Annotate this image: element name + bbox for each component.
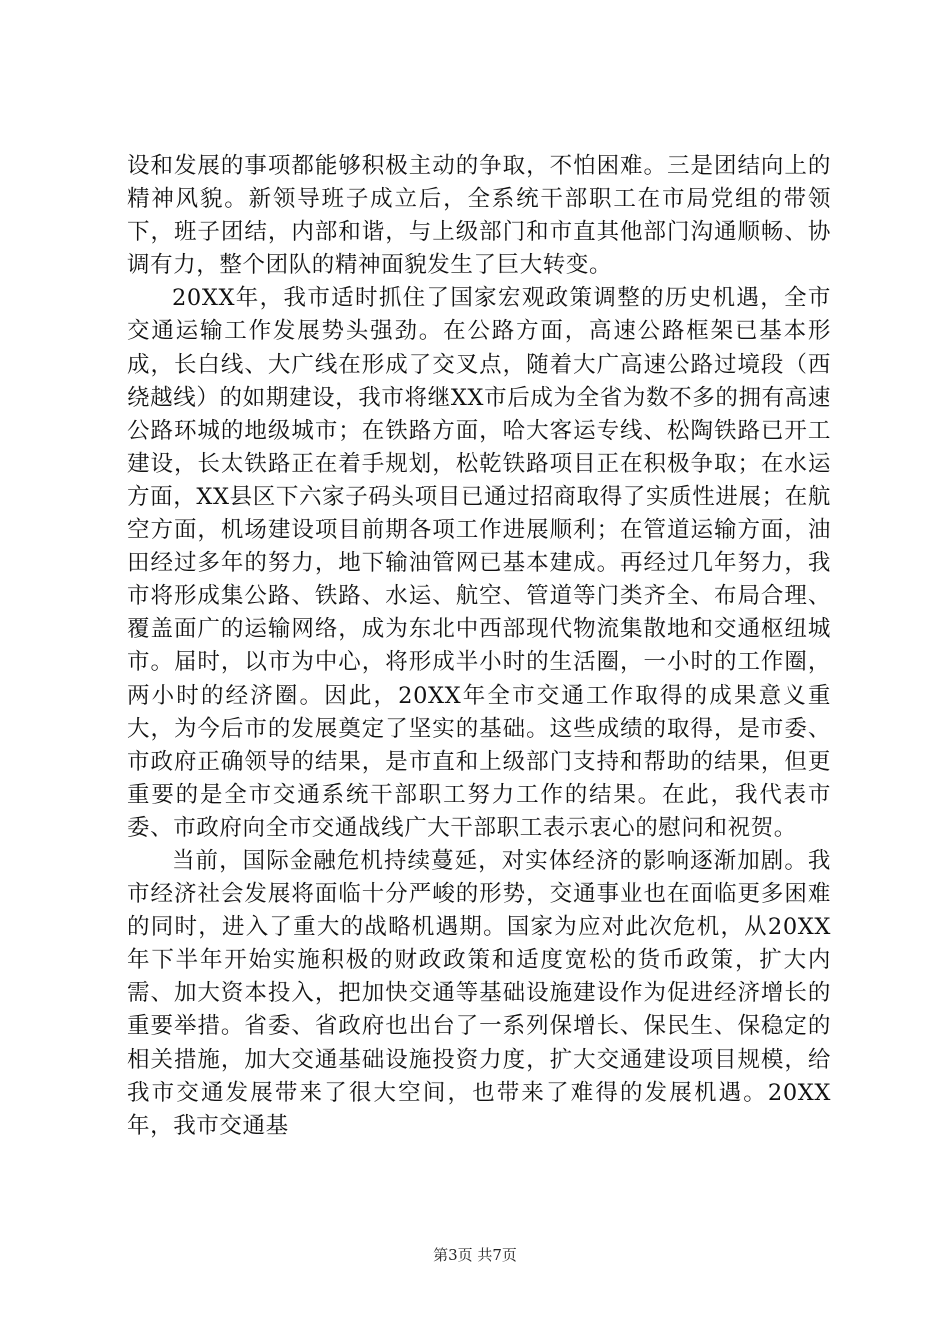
paragraph-3: 当前，国际金融危机持续蔓延，对实体经济的影响逐渐加剧。我市经济社会发展将面临十分严峻的形势，交通事业也在面临更多困难的同时，进入了重大的战略机遇期。国家为应对此次危机，从20XX年下半年开始实施积极的财政政策和适度宽松的货币政策，扩大内需、加大资本投入，把加快交通等基础设施建设作为促进经济增长的重要举措。省委、省政府也出台了一系列保增长、保民生、保稳定的相关措施，加大交通基础设施投资力度，扩大交通建设项目规模，给我市交通发展带来了很大空间，也带来了难得的发展机遇。20XX年，我市交通基	[127, 847, 831, 1139]
paragraph-2: 20XX年，我市适时抓住了国家宏观政策调整的历史机遇，全市交通运输工作发展势头强劲。在公路方面，高速公路框架已基本形成，长白线、大广线在形成了交叉点，随着大广高速公路过境段（西绕越线）的如期建设，我市将继XX市后成为全省为数不多的拥有高速公路环城的地级城市；在铁路方面，哈大客运专线、松陶铁路已开工建设，长太铁路正在着手规划，松乾铁路项目正在积极争取；在水运方面，XX县区下六家子码头项目已通过招商取得了实质性进展；在航空方面，机场建设项目前期各项工作进展顺利；在管道运输方面，油田经过多年的努力，地下输油管网已基本建成。再经过几年努力，我市将形成集公路、铁路、水运、航空、管道等门类齐全、布局合理、覆盖面广的运输网络，成为东北中西部现代物流集散地和交通枢纽城市。届时，以市为中心，将形成半小时的生活圈，一小时的工作圈，两小时的经济圈。因此，20XX年全市交通工作取得的成果意义重大，为今后市的发展奠定了坚实的基础。这些成绩的取得，是市委、市政府正确领导的结果，是市直和上级部门支持和帮助的结果，但更重要的是全市交通系统干部职工努力工作的结果。在此，我代表市委、市政府向全市交通战线广大干部职工表示衷心的慰问和祝贺。	[127, 285, 831, 841]
page-footer: 第3页 共7页	[433, 1246, 517, 1264]
paragraph-1: 设和发展的事项都能够积极主动的争取，不怕困难。三是团结向上的精神风貌。新领导班子成立后，全系统干部职工在市局党组的带领下，班子团结，内部和谐，与上级部门和市直其他部门沟通顺畅、协调有力，整个团队的精神面貌发生了巨大转变。	[127, 153, 831, 279]
document-body	[127, 150, 831, 1143]
